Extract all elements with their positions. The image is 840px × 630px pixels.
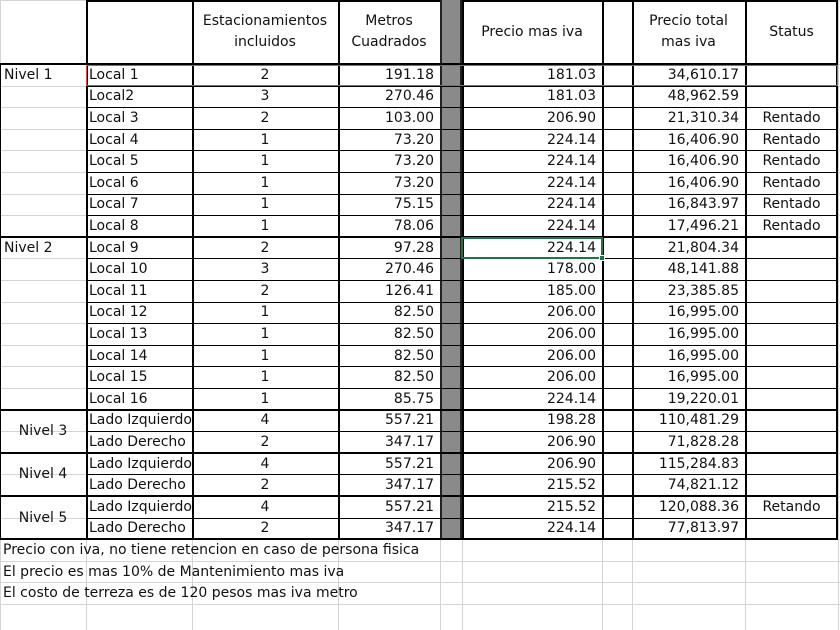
cell-m2[interactable]: 73.20 bbox=[393, 153, 434, 170]
gridline-horizontal bbox=[0, 604, 840, 605]
cell-status[interactable] bbox=[745, 302, 838, 324]
header-metros[interactable]: Metros Cuadrados bbox=[351, 13, 427, 50]
cell-m2[interactable]: 73.20 bbox=[393, 174, 434, 191]
cell-est[interactable]: 2 bbox=[260, 282, 270, 299]
cell-total[interactable]: 16,995.00 bbox=[667, 347, 739, 364]
cell-total[interactable]: 16,843.97 bbox=[667, 196, 739, 213]
border-row bbox=[86, 107, 838, 108]
cell-est[interactable]: 4 bbox=[260, 498, 270, 515]
border-group bbox=[0, 452, 838, 454]
cell-m2[interactable]: 270.46 bbox=[385, 261, 434, 278]
cell-local[interactable]: Local 9 bbox=[89, 239, 139, 256]
cell-total[interactable]: 48,141.88 bbox=[667, 261, 739, 278]
cell-m2[interactable]: 82.50 bbox=[393, 347, 434, 364]
cell-m2[interactable]: 82.50 bbox=[393, 304, 434, 321]
cell-total[interactable]: 48,962.59 bbox=[667, 88, 739, 105]
cell-est[interactable]: 2 bbox=[260, 477, 270, 494]
cell-est[interactable]: 3 bbox=[260, 88, 270, 105]
cell-precio[interactable]: 224.14 bbox=[547, 520, 596, 537]
cell-precio[interactable]: 224.14 bbox=[547, 153, 596, 170]
cell-m2[interactable]: 85.75 bbox=[393, 390, 434, 407]
border-group bbox=[0, 236, 838, 238]
header-estacionamientos[interactable]: Estacionamientos incluidos bbox=[202, 13, 328, 50]
cell-m2[interactable]: 557.21 bbox=[385, 412, 434, 429]
cell-local[interactable]: Local 1 bbox=[89, 66, 139, 83]
cell-precio[interactable]: 206.00 bbox=[547, 347, 596, 364]
cell-local[interactable]: Local 3 bbox=[89, 109, 139, 126]
cell-local[interactable]: Local2 bbox=[89, 88, 135, 105]
cell-precio[interactable]: 224.14 bbox=[547, 131, 596, 148]
border-row bbox=[86, 280, 838, 281]
cell-total[interactable]: 19,220.01 bbox=[667, 390, 739, 407]
cell-precio[interactable]: 224.14 bbox=[547, 174, 596, 191]
cell-est[interactable]: 3 bbox=[260, 261, 270, 278]
cell-status[interactable] bbox=[745, 323, 838, 345]
cell-precio[interactable]: 224.14 bbox=[547, 390, 596, 407]
cell-est[interactable]: 1 bbox=[260, 390, 270, 407]
cell-m2[interactable]: 347.17 bbox=[385, 520, 434, 537]
border-row bbox=[86, 129, 838, 130]
active-cell-selection[interactable] bbox=[461, 237, 603, 260]
cell-est[interactable]: 1 bbox=[260, 174, 270, 191]
cell-m2[interactable]: 82.50 bbox=[393, 325, 434, 342]
cell-total[interactable]: 71,828.28 bbox=[667, 433, 739, 450]
cell-total[interactable]: 16,995.00 bbox=[667, 325, 739, 342]
cell-status[interactable] bbox=[745, 474, 838, 496]
cell-total[interactable]: 21,804.34 bbox=[667, 239, 739, 256]
header-total[interactable]: Precio total mas iva bbox=[649, 13, 728, 50]
cell-est[interactable]: 1 bbox=[260, 217, 270, 234]
cell-status[interactable] bbox=[745, 410, 838, 432]
border-row bbox=[86, 474, 838, 475]
cell-precio[interactable]: 206.90 bbox=[547, 433, 596, 450]
cell-est[interactable]: 2 bbox=[260, 66, 270, 83]
cell-local[interactable]: Local 14 bbox=[89, 347, 148, 364]
border-row bbox=[86, 366, 838, 367]
cell-status[interactable]: Retando bbox=[762, 498, 821, 515]
cell-precio[interactable]: 206.90 bbox=[547, 109, 596, 126]
cell-precio[interactable]: 198.28 bbox=[547, 412, 596, 429]
cell-m2[interactable]: 103.00 bbox=[385, 109, 434, 126]
cell-total[interactable]: 16,406.90 bbox=[667, 174, 739, 191]
cell-status[interactable] bbox=[745, 453, 838, 475]
cell-nivel[interactable]: Nivel 2 bbox=[4, 239, 53, 256]
cell-status[interactable] bbox=[745, 366, 838, 388]
cell-est[interactable]: 2 bbox=[260, 239, 270, 256]
cell-status[interactable] bbox=[745, 431, 838, 453]
cell-local[interactable]: Lado Izquierdo bbox=[89, 498, 192, 515]
cell-local[interactable]: Local 13 bbox=[89, 325, 148, 342]
cell-m2[interactable]: 78.06 bbox=[393, 217, 434, 234]
cell-m2[interactable]: 557.21 bbox=[385, 498, 434, 515]
cell-local[interactable]: Local 11 bbox=[89, 282, 148, 299]
cell-precio[interactable]: 206.00 bbox=[547, 304, 596, 321]
cell-status[interactable] bbox=[745, 258, 838, 280]
cell-total[interactable]: 120,088.36 bbox=[658, 498, 739, 515]
cell-est[interactable]: 1 bbox=[260, 369, 270, 386]
cell-local[interactable]: Local 15 bbox=[89, 369, 148, 386]
cell-precio[interactable]: 215.52 bbox=[547, 498, 596, 515]
border-row bbox=[86, 150, 838, 151]
cell-total[interactable]: 16,406.90 bbox=[667, 153, 739, 170]
cell-est[interactable]: 1 bbox=[260, 131, 270, 148]
header-status[interactable]: Status bbox=[769, 23, 814, 40]
cell-status[interactable]: Rentado bbox=[762, 109, 821, 126]
cell-nivel[interactable]: Nivel 1 bbox=[4, 66, 53, 83]
cell-precio[interactable]: 181.03 bbox=[547, 66, 596, 83]
header-precio[interactable]: Precio mas iva bbox=[481, 23, 583, 40]
cell-local[interactable]: Lado Izquierdo bbox=[89, 455, 192, 472]
cell-m2[interactable]: 270.46 bbox=[385, 88, 434, 105]
cell-est[interactable]: 1 bbox=[260, 196, 270, 213]
cell-status[interactable] bbox=[745, 86, 838, 108]
cell-local[interactable]: Lado Izquierdo bbox=[89, 412, 192, 429]
cell-local[interactable]: Local 6 bbox=[89, 174, 139, 191]
cell-total[interactable]: 21,310.34 bbox=[667, 109, 739, 126]
cell-total[interactable]: 17,496.21 bbox=[667, 217, 739, 234]
cell-precio[interactable]: 206.00 bbox=[547, 325, 596, 342]
cell-est[interactable]: 1 bbox=[260, 153, 270, 170]
cell-m2[interactable]: 191.18 bbox=[385, 66, 434, 83]
cell-precio[interactable]: 206.00 bbox=[547, 369, 596, 386]
cell-est[interactable]: 2 bbox=[260, 520, 270, 537]
cell-est[interactable]: 1 bbox=[260, 304, 270, 321]
cell-m2[interactable]: 347.17 bbox=[385, 477, 434, 494]
cell-status[interactable] bbox=[745, 237, 838, 259]
cell-m2[interactable]: 557.21 bbox=[385, 455, 434, 472]
note-line[interactable]: El precio es mas 10% de Mantenimiento mas iva bbox=[3, 563, 345, 580]
cell-total[interactable]: 16,995.00 bbox=[667, 304, 739, 321]
border-group bbox=[0, 538, 838, 540]
cell-precio[interactable]: 181.03 bbox=[547, 88, 596, 105]
cell-est[interactable]: 4 bbox=[260, 455, 270, 472]
cell-precio[interactable]: 206.90 bbox=[547, 455, 596, 472]
cell-nivel[interactable]: Nivel 3 bbox=[18, 423, 68, 440]
cell-local[interactable]: Lado Derecho bbox=[89, 520, 186, 537]
cell-total[interactable]: 23,385.85 bbox=[667, 282, 739, 299]
border-row bbox=[86, 172, 838, 173]
cell-status[interactable]: Rentado bbox=[762, 174, 821, 191]
cell-precio[interactable]: 224.14 bbox=[547, 196, 596, 213]
border-row bbox=[86, 215, 838, 216]
gridline-vertical bbox=[838, 0, 839, 630]
cell-local[interactable]: Local 4 bbox=[89, 131, 139, 148]
cell-status[interactable]: Rentado bbox=[762, 153, 821, 170]
border-row bbox=[86, 86, 838, 87]
cell-local[interactable]: Local 10 bbox=[89, 261, 148, 278]
cell-est[interactable]: 1 bbox=[260, 347, 270, 364]
cell-local[interactable]: Lado Derecho bbox=[89, 433, 186, 450]
cell-total[interactable]: 74,821.12 bbox=[667, 477, 739, 494]
border-row bbox=[86, 302, 838, 303]
border-row bbox=[86, 345, 838, 346]
border-row bbox=[86, 388, 838, 389]
cell-est[interactable]: 1 bbox=[260, 325, 270, 342]
cell-total[interactable]: 16,406.90 bbox=[667, 131, 739, 148]
cell-est[interactable]: 4 bbox=[260, 412, 270, 429]
cell-local[interactable]: Lado Derecho bbox=[89, 477, 186, 494]
cell-m2[interactable]: 347.17 bbox=[385, 433, 434, 450]
border-row bbox=[86, 431, 838, 432]
cell-status[interactable] bbox=[745, 280, 838, 302]
cell-total[interactable]: 115,284.83 bbox=[658, 455, 739, 472]
cell-precio[interactable]: 224.14 bbox=[547, 239, 596, 256]
border-group bbox=[0, 409, 838, 411]
cell-total[interactable]: 77,813.97 bbox=[667, 520, 739, 537]
cell-m2[interactable]: 97.28 bbox=[393, 239, 434, 256]
cell-precio[interactable]: 185.00 bbox=[547, 282, 596, 299]
cell-nivel[interactable]: Nivel 5 bbox=[18, 509, 68, 526]
cell-est[interactable]: 2 bbox=[260, 433, 270, 450]
cell-local[interactable]: Local 8 bbox=[89, 217, 139, 234]
cell-precio[interactable]: 215.52 bbox=[547, 477, 596, 494]
border-group bbox=[0, 495, 838, 497]
cell-m2[interactable]: 75.15 bbox=[393, 196, 434, 213]
fill-handle[interactable] bbox=[599, 255, 605, 261]
cell-total[interactable]: 110,481.29 bbox=[658, 412, 739, 429]
border-row bbox=[86, 323, 838, 324]
cell-precio[interactable]: 224.14 bbox=[547, 217, 596, 234]
cell-status[interactable] bbox=[745, 388, 838, 410]
cell-total[interactable]: 16,995.00 bbox=[667, 369, 739, 386]
cell-local[interactable]: Local 7 bbox=[89, 196, 139, 213]
cell-m2[interactable]: 126.41 bbox=[385, 282, 434, 299]
border-row bbox=[86, 518, 838, 519]
cell-local[interactable]: Local 5 bbox=[89, 153, 139, 170]
border-row bbox=[86, 194, 838, 195]
cell-status[interactable] bbox=[745, 518, 838, 540]
cell-status[interactable]: Rentado bbox=[762, 196, 821, 213]
cell-precio[interactable]: 178.00 bbox=[547, 261, 596, 278]
cell-status[interactable] bbox=[745, 345, 838, 367]
cell-local[interactable]: Local 16 bbox=[89, 390, 148, 407]
cell-local[interactable]: Local 12 bbox=[89, 304, 148, 321]
border-vertical bbox=[0, 64, 1, 539]
note-line[interactable]: Precio con iva, no tiene retencion en caso de persona fisica bbox=[3, 541, 420, 558]
cell-total[interactable]: 34,610.17 bbox=[667, 66, 739, 83]
note-line[interactable]: El costo de terreza es de 120 pesos mas iva metro bbox=[3, 585, 358, 602]
highlight-row-outline bbox=[86, 65, 838, 86]
cell-nivel[interactable]: Nivel 4 bbox=[18, 466, 68, 483]
cell-m2[interactable]: 82.50 bbox=[393, 369, 434, 386]
cell-m2[interactable]: 73.20 bbox=[393, 131, 434, 148]
cell-est[interactable]: 2 bbox=[260, 109, 270, 126]
cell-status[interactable]: Rentado bbox=[762, 131, 821, 148]
cell-status[interactable]: Rentado bbox=[762, 217, 821, 234]
